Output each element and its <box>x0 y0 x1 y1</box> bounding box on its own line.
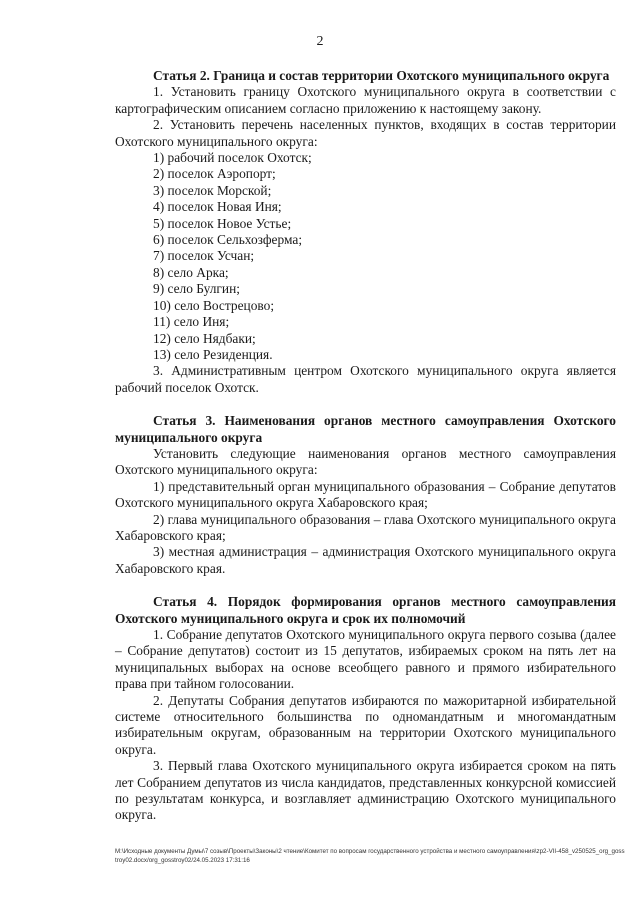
list-item: 4) поселок Новая Иня; <box>153 199 282 215</box>
article-4-paragraph: 1. Собрание депутатов Охотского муниципального округа первого созыва (далее – Собрание депутатов) состоит из 15 депутатов, избираемых сроком на пять лет на муниципальных выборах на основе всеобщего равного и прямого избирательного права при тайном голосовании. <box>115 627 616 692</box>
document-body <box>115 68 616 824</box>
article-3 <box>115 413 616 577</box>
article-2-paragraph-2: 2. Установить перечень населенных пунктов, входящих в состав территории Охотского муниципального округа: <box>115 117 616 149</box>
list-item: 1) представительный орган муниципального образования – Собрание депутатов Охотского муниципального округа Хабаровского края; <box>115 478 616 511</box>
article-4-paragraph: 3. Первый глава Охотского муниципального округа избирается сроком на пять лет Собранием депутатов из числа кандидатов, представленных конкурсной комиссией по результатам конкурса, и возглавляет администрацию Охотского муниципального округа. <box>115 758 616 823</box>
section-gap <box>115 577 616 594</box>
article-2-paragraph-3: 3. Административным центром Охотского муниципального округа является рабочий поселок Охотск. <box>115 363 616 395</box>
list-item: 9) село Булгин; <box>153 281 240 297</box>
list-item: 3) местная администрация – администрация Охотского муниципального округа Хабаровского края. <box>115 544 616 576</box>
article-2-title: Статья 2. Граница и состав территории Охотского муниципального округа <box>153 68 610 83</box>
article-3-title: Статья 3. Наименования органов местного самоуправления Охотского муниципального округа <box>115 413 616 445</box>
list-item: 10) село Вострецово; <box>153 297 275 313</box>
section-gap <box>115 396 616 413</box>
list-item: 13) село Резиденция. <box>153 346 273 362</box>
article-4-title: Статья 4. Порядок формирования органов местного самоуправления Охотского муниципального округа и срок их полномочий <box>115 594 616 626</box>
list-item: 1) рабочий поселок Охотск; <box>153 150 312 166</box>
list-item: 8) село Арка; <box>153 264 229 280</box>
list-item: 12) село Нядбаки; <box>153 330 256 346</box>
list-item: 2) глава муниципального образования – глава Охотского муниципального округа Хабаровского края; <box>115 511 616 543</box>
article-4-paragraph: 2. Депутаты Собрания депутатов избираются по мажоритарной избирательной системе относительного большинства по одномандатным и многомандатным избирательным округам, образованным на территории Охотского муниципального округа. <box>115 692 616 757</box>
page-number: 2 <box>316 34 324 49</box>
article-3-intro: Установить следующие наименования органов местного самоуправления Охотского муниципального округа: <box>115 445 616 478</box>
list-item: 3) поселок Морской; <box>153 182 272 198</box>
list-item: 6) поселок Сельхозферма; <box>153 232 303 248</box>
article-4 <box>115 594 616 824</box>
list-item: 5) поселок Новое Устье; <box>153 215 292 231</box>
file-path-footer: M:\Исходные документы Думы\7 созыв\Проекты\Законы\2 чтение\Комитет по вопросам государственного устройства и местного самоуправления\zp2-VII-458_v250525_org_gosstroy02.docx/org_gosstroy02/24.05.2023 17:31:16 <box>115 848 625 864</box>
list-item: 7) поселок Усчан; <box>153 248 255 264</box>
article-2 <box>115 68 616 396</box>
list-item: 11) село Иня; <box>153 314 230 330</box>
article-2-paragraph-1: 1. Установить границу Охотского муниципального округа в соответствии с картографическим описанием согласно приложению к настоящему закону. <box>115 84 616 116</box>
settlement-list <box>115 150 616 363</box>
list-item: 2) поселок Аэропорт; <box>153 166 276 182</box>
